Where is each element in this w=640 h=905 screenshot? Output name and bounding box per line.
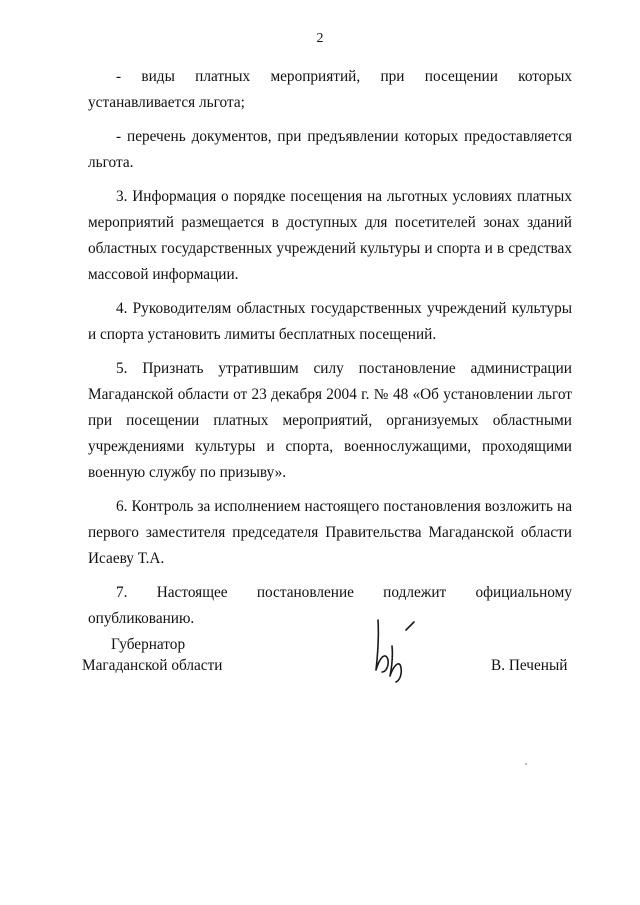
handwritten-signature bbox=[366, 612, 430, 684]
paragraph-7: 7. Настоящее постановление подлежит официальному опубликованию. bbox=[88, 584, 572, 627]
scan-speck bbox=[525, 763, 527, 765]
paragraph-4: 4. Руководителям областных государственных учреждений культуры и спорта установить лимиты бесплатных посещений. bbox=[88, 300, 572, 343]
paragraph-list-item-2: - перечень документов, при предъявлении которых предоставляется льгота. bbox=[88, 128, 572, 171]
signatory-name: В. Печеный bbox=[491, 657, 568, 674]
paragraph-list-item-1: - виды платных мероприятий, при посещении которых устанавливается льгота; bbox=[88, 68, 572, 111]
paragraph-5: 5. Признать утратившим силу постановление администрации Магаданской области от 23 декабря 2004 г. № 48 «Об установлении льгот при посещении платных мероприятий, организуемых областными учреждениями культуры и спорта, военнослужащими, проходящими военную службу по призыву». bbox=[88, 360, 572, 481]
document-body bbox=[88, 64, 572, 640]
paragraph-3: 3. Информация о порядке посещения на льготных условиях платных мероприятий размещается в доступных для посетителей зонах зданий областных государственных учреждений культуры и спорта и в средствах массовой информации. bbox=[88, 188, 572, 283]
paragraph-6: 6. Контроль за исполнением настоящего постановления возложить на первого заместителя председателя Правительства Магаданской области Исаеву Т.А. bbox=[88, 498, 572, 567]
signature-block bbox=[0, 634, 640, 694]
signatory-title-line-2: Магаданской области bbox=[82, 657, 223, 674]
page-number: 2 bbox=[316, 31, 324, 46]
signatory-title-line-1: Губернатор bbox=[111, 636, 186, 653]
